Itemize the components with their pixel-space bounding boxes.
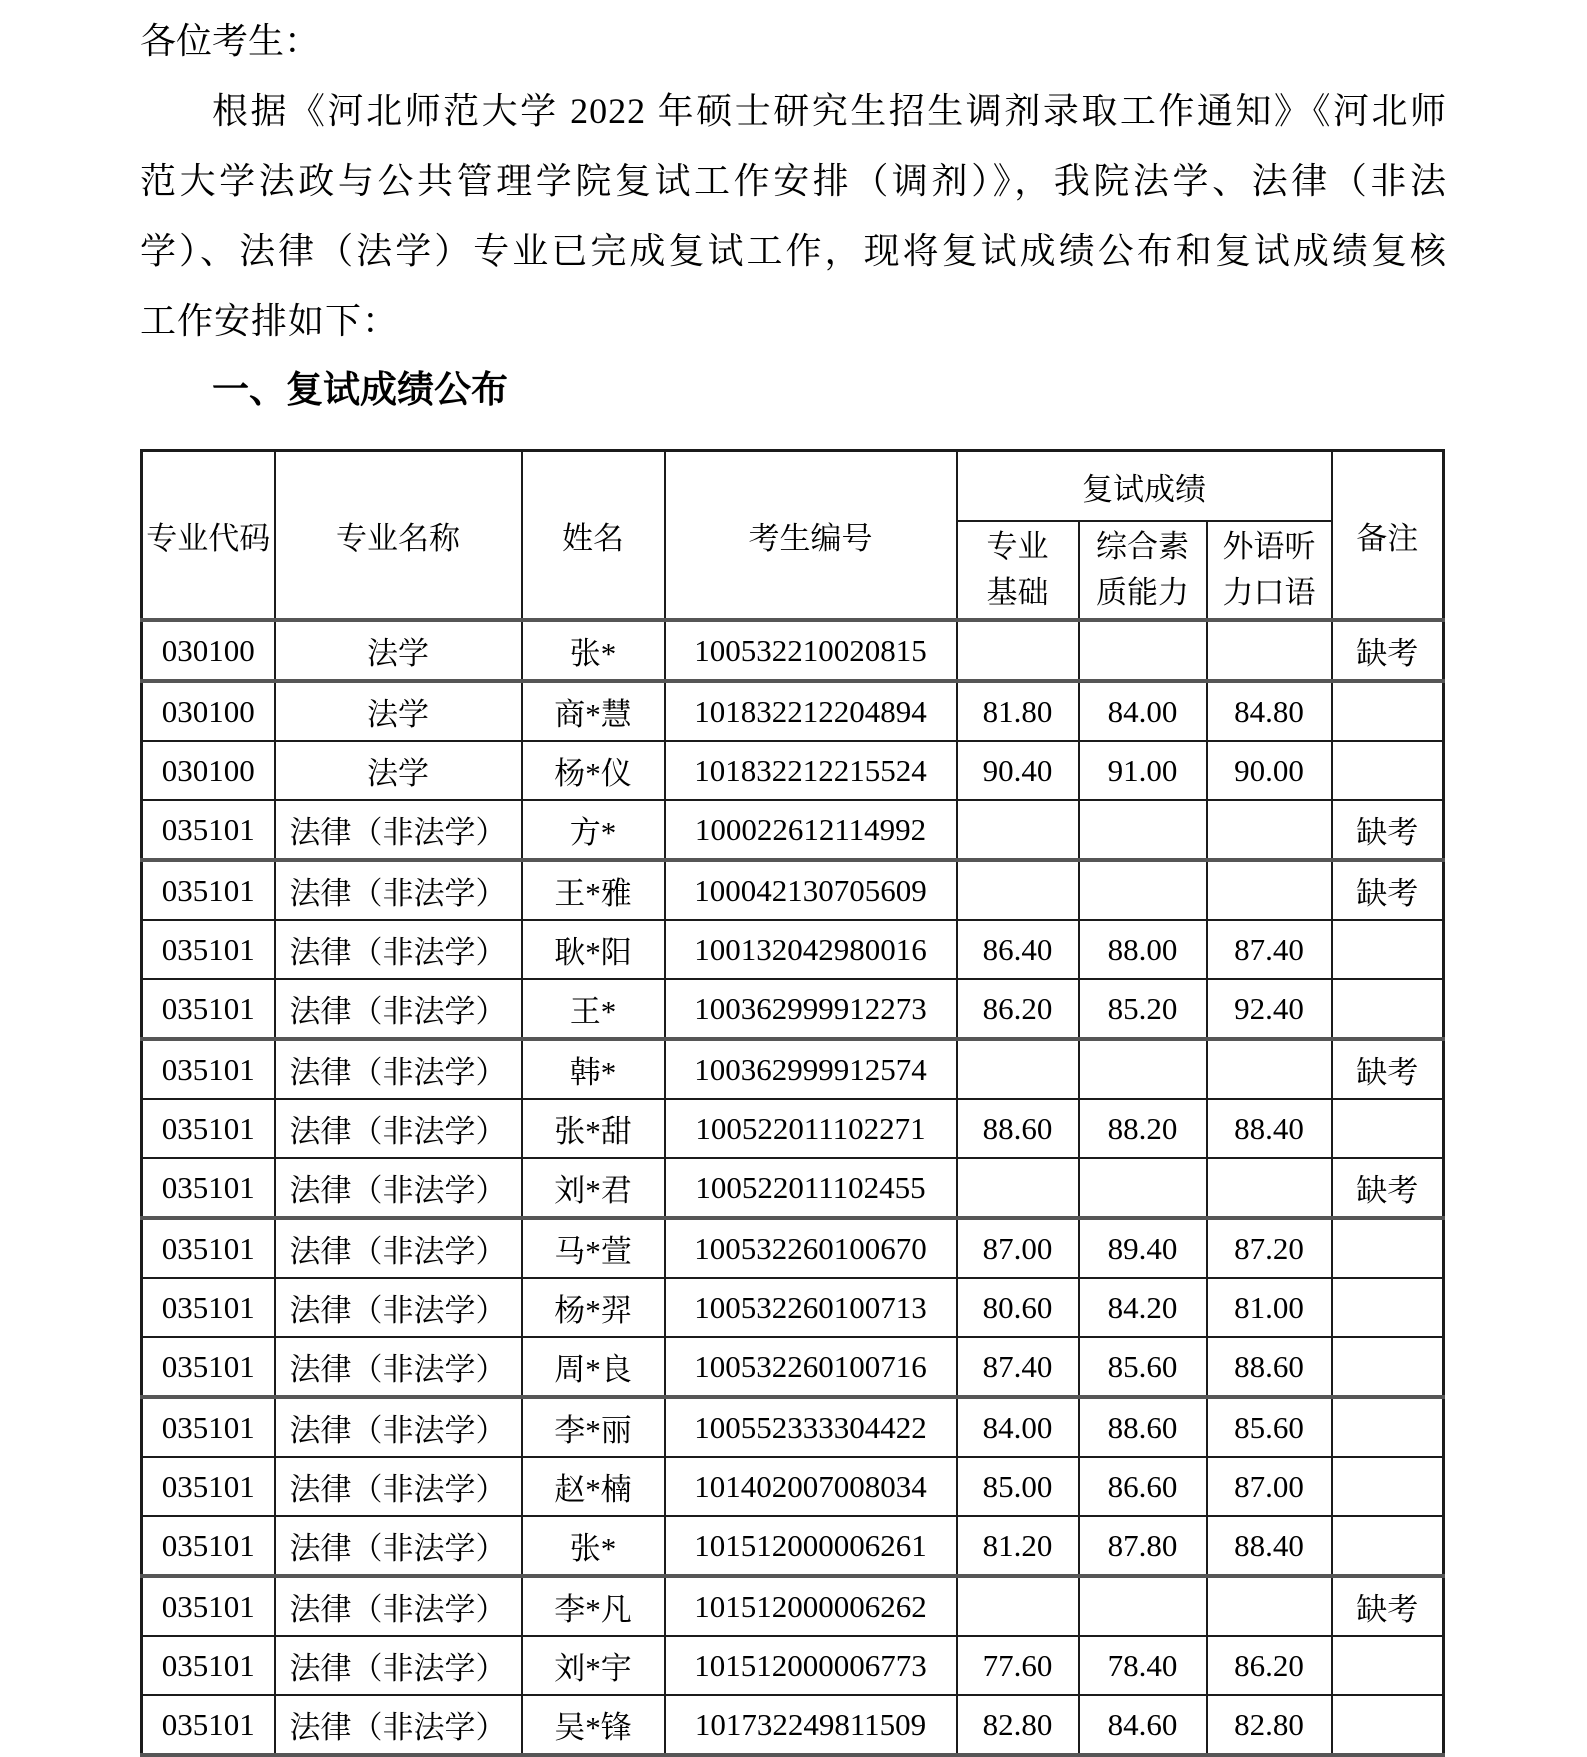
- cell-note: [1332, 1218, 1444, 1278]
- cell-major-name: 法律（非法学）: [275, 979, 522, 1039]
- cell-major-name: 法律（非法学）: [275, 1158, 522, 1218]
- header-major-code: 专业代码: [142, 451, 275, 621]
- header-row-top: [142, 451, 1444, 522]
- cell-score-professional: 77.60: [957, 1636, 1079, 1695]
- table-row: [142, 620, 1444, 681]
- cell-major-name: 法律（非法学）: [275, 1337, 522, 1397]
- cell-score-professional: [957, 1576, 1079, 1636]
- intro-paragraph: [140, 76, 1447, 356]
- cell-candidate-id: 101402007008034: [665, 1457, 957, 1516]
- cell-score-professional: 82.80: [957, 1695, 1079, 1755]
- table-row: [142, 979, 1444, 1039]
- cell-note: [1332, 979, 1444, 1039]
- cell-major-code: 035101: [142, 1278, 275, 1337]
- cell-note: [1332, 1695, 1444, 1755]
- cell-major-name: 法律（非法学）: [275, 800, 522, 860]
- cell-major-code: 035101: [142, 1397, 275, 1457]
- cell-name: 杨*羿: [522, 1278, 665, 1337]
- cell-major-name: 法律（非法学）: [275, 1457, 522, 1516]
- cell-note: [1332, 1636, 1444, 1695]
- cell-name: 李*丽: [522, 1397, 665, 1457]
- header-name: 姓名: [522, 451, 665, 621]
- cell-major-name: 法律（非法学）: [275, 1516, 522, 1576]
- table-row: [142, 1576, 1444, 1636]
- cell-major-code: 035101: [142, 1457, 275, 1516]
- cell-score-quality: [1079, 800, 1207, 860]
- cell-candidate-id: 101512000006262: [665, 1576, 957, 1636]
- cell-score-foreign: [1207, 1576, 1332, 1636]
- cell-note: 缺考: [1332, 1039, 1444, 1099]
- cell-candidate-id: 100362999912273: [665, 979, 957, 1039]
- header-note: 备注: [1332, 451, 1444, 621]
- cell-score-professional: [957, 620, 1079, 681]
- cell-name: 李*凡: [522, 1576, 665, 1636]
- cell-note: 缺考: [1332, 1158, 1444, 1218]
- cell-score-foreign: [1207, 1039, 1332, 1099]
- cell-major-name: 法律（非法学）: [275, 1636, 522, 1695]
- section-heading: 一、复试成绩公布: [212, 370, 508, 411]
- cell-name: 马*萱: [522, 1218, 665, 1278]
- cell-score-quality: 88.20: [1079, 1099, 1207, 1158]
- table-row: [142, 800, 1444, 860]
- cell-score-foreign: 86.20: [1207, 1636, 1332, 1695]
- header-score-foreign-line2: 力口语: [1222, 575, 1316, 610]
- results-table-body: [142, 620, 1444, 1755]
- cell-candidate-id: 100532210020815: [665, 620, 957, 681]
- cell-major-name: 法律（非法学）: [275, 1039, 522, 1099]
- cell-major-name: 法律（非法学）: [275, 1576, 522, 1636]
- cell-major-code: 030100: [142, 741, 275, 800]
- cell-candidate-id: 100522011102455: [665, 1158, 957, 1218]
- cell-score-quality: [1079, 1158, 1207, 1218]
- table-row: [142, 1397, 1444, 1457]
- header-score-quality-line1: 综合素: [1096, 529, 1189, 564]
- cell-note: [1332, 681, 1444, 741]
- results-table-header: [142, 451, 1444, 621]
- cell-note: [1332, 1099, 1444, 1158]
- cell-score-professional: 87.40: [957, 1337, 1079, 1397]
- cell-score-foreign: 88.60: [1207, 1337, 1332, 1397]
- table-row: [142, 741, 1444, 800]
- cell-candidate-id: 100132042980016: [665, 920, 957, 979]
- cell-candidate-id: 100532260100670: [665, 1218, 957, 1278]
- cell-note: 缺考: [1332, 620, 1444, 681]
- cell-score-quality: 87.80: [1079, 1516, 1207, 1576]
- cell-major-code: 035101: [142, 1218, 275, 1278]
- cell-score-quality: 89.40: [1079, 1218, 1207, 1278]
- cell-score-professional: 88.60: [957, 1099, 1079, 1158]
- cell-score-foreign: 88.40: [1207, 1516, 1332, 1576]
- salutation: 各位考生：: [140, 21, 321, 61]
- table-row: [142, 1099, 1444, 1158]
- cell-name: 王*: [522, 979, 665, 1039]
- cell-score-quality: 85.60: [1079, 1337, 1207, 1397]
- cell-score-professional: 87.00: [957, 1218, 1079, 1278]
- cell-score-quality: [1079, 620, 1207, 681]
- header-score-professional-line1: 专业: [986, 529, 1049, 564]
- cell-name: 刘*君: [522, 1158, 665, 1218]
- cell-score-foreign: [1207, 860, 1332, 920]
- cell-candidate-id: 101732249811509: [665, 1695, 957, 1755]
- header-score-quality-line2: 质能力: [1096, 575, 1189, 610]
- cell-score-foreign: 82.80: [1207, 1695, 1332, 1755]
- cell-score-professional: 86.20: [957, 979, 1079, 1039]
- cell-major-code: 035101: [142, 1636, 275, 1695]
- cell-name: 王*雅: [522, 860, 665, 920]
- cell-note: [1332, 920, 1444, 979]
- cell-candidate-id: 100362999912574: [665, 1039, 957, 1099]
- cell-candidate-id: 101512000006773: [665, 1636, 957, 1695]
- cell-score-professional: 80.60: [957, 1278, 1079, 1337]
- cell-note: [1332, 1457, 1444, 1516]
- cell-name: 吴*锋: [522, 1695, 665, 1755]
- cell-score-professional: 86.40: [957, 920, 1079, 979]
- cell-score-foreign: 87.40: [1207, 920, 1332, 979]
- cell-name: 商*慧: [522, 681, 665, 741]
- cell-score-professional: [957, 860, 1079, 920]
- cell-candidate-id: 100552333304422: [665, 1397, 957, 1457]
- table-row: [142, 1516, 1444, 1576]
- cell-score-quality: 78.40: [1079, 1636, 1207, 1695]
- cell-candidate-id: 101512000006261: [665, 1516, 957, 1576]
- cell-score-quality: [1079, 860, 1207, 920]
- cell-name: 方*: [522, 800, 665, 860]
- cell-name: 耿*阳: [522, 920, 665, 979]
- cell-major-name: 法律（非法学）: [275, 1099, 522, 1158]
- cell-score-foreign: [1207, 1158, 1332, 1218]
- cell-score-quality: 88.60: [1079, 1397, 1207, 1457]
- cell-candidate-id: 100042130705609: [665, 860, 957, 920]
- cell-major-code: 035101: [142, 1695, 275, 1755]
- cell-note: [1332, 1278, 1444, 1337]
- cell-score-foreign: [1207, 620, 1332, 681]
- header-candidate-id: 考生编号: [665, 451, 957, 621]
- header-score-professional-line2: 基础: [986, 575, 1049, 610]
- cell-score-professional: 85.00: [957, 1457, 1079, 1516]
- cell-candidate-id: 100532260100713: [665, 1278, 957, 1337]
- table-row: [142, 1039, 1444, 1099]
- cell-score-quality: 84.00: [1079, 681, 1207, 741]
- table-row: [142, 681, 1444, 741]
- table-row: [142, 1337, 1444, 1397]
- cell-score-foreign: 90.00: [1207, 741, 1332, 800]
- cell-name: 张*: [522, 620, 665, 681]
- cell-candidate-id: 100532260100716: [665, 1337, 957, 1397]
- cell-major-name: 法律（非法学）: [275, 1218, 522, 1278]
- table-row: [142, 1218, 1444, 1278]
- cell-score-quality: [1079, 1576, 1207, 1636]
- table-row: [142, 1278, 1444, 1337]
- cell-major-code: 035101: [142, 800, 275, 860]
- cell-major-code: 035101: [142, 860, 275, 920]
- cell-score-quality: 84.20: [1079, 1278, 1207, 1337]
- cell-major-name: 法律（非法学）: [275, 1695, 522, 1755]
- cell-major-code: 035101: [142, 1516, 275, 1576]
- header-score-quality: [1079, 521, 1207, 620]
- cell-major-code: 035101: [142, 920, 275, 979]
- cell-major-code: 035101: [142, 1337, 275, 1397]
- paragraph-line: 根据《河北师范大学 2022 年硕士研究生招生调剂录取工作通知》《河北师: [212, 91, 1447, 131]
- cell-note: 缺考: [1332, 1576, 1444, 1636]
- cell-score-professional: 84.00: [957, 1397, 1079, 1457]
- paragraph-line: 范大学法政与公共管理学院复试工作安排（调剂）》，我院法学、法律（非法: [140, 161, 1447, 201]
- cell-major-code: 035101: [142, 979, 275, 1039]
- table-row: [142, 1695, 1444, 1755]
- cell-score-foreign: 84.80: [1207, 681, 1332, 741]
- table-row: [142, 1636, 1444, 1695]
- cell-score-foreign: 88.40: [1207, 1099, 1332, 1158]
- cell-score-foreign: 87.20: [1207, 1218, 1332, 1278]
- cell-note: [1332, 741, 1444, 800]
- cell-candidate-id: 101832212204894: [665, 681, 957, 741]
- cell-score-foreign: 87.00: [1207, 1457, 1332, 1516]
- cell-score-foreign: [1207, 800, 1332, 860]
- cell-major-name: 法学: [275, 741, 522, 800]
- cell-major-name: 法律（非法学）: [275, 1278, 522, 1337]
- cell-major-name: 法律（非法学）: [275, 920, 522, 979]
- cell-name: 周*良: [522, 1337, 665, 1397]
- cell-major-name: 法律（非法学）: [275, 860, 522, 920]
- cell-major-code: 035101: [142, 1576, 275, 1636]
- header-major-name: 专业名称: [275, 451, 522, 621]
- results-table: [140, 449, 1445, 1757]
- cell-score-professional: 81.20: [957, 1516, 1079, 1576]
- cell-note: 缺考: [1332, 800, 1444, 860]
- cell-major-code: 035101: [142, 1099, 275, 1158]
- cell-note: [1332, 1337, 1444, 1397]
- cell-major-name: 法学: [275, 620, 522, 681]
- cell-score-foreign: 92.40: [1207, 979, 1332, 1039]
- cell-candidate-id: 100522011102271: [665, 1099, 957, 1158]
- cell-score-professional: 90.40: [957, 741, 1079, 800]
- cell-major-code: 035101: [142, 1158, 275, 1218]
- cell-note: [1332, 1516, 1444, 1576]
- cell-name: 杨*仪: [522, 741, 665, 800]
- cell-score-quality: 86.60: [1079, 1457, 1207, 1516]
- table-row: [142, 1158, 1444, 1218]
- header-score-foreign: [1207, 521, 1332, 620]
- header-score-foreign-line1: 外语听: [1222, 529, 1316, 564]
- cell-candidate-id: 101832212215524: [665, 741, 957, 800]
- paragraph-line: 工作安排如下：: [140, 301, 400, 341]
- cell-score-quality: 88.00: [1079, 920, 1207, 979]
- cell-score-professional: [957, 1158, 1079, 1218]
- cell-major-code: 030100: [142, 681, 275, 741]
- table-row: [142, 920, 1444, 979]
- cell-score-quality: 91.00: [1079, 741, 1207, 800]
- cell-score-professional: [957, 800, 1079, 860]
- table-row: [142, 860, 1444, 920]
- cell-score-foreign: 85.60: [1207, 1397, 1332, 1457]
- cell-score-professional: 81.80: [957, 681, 1079, 741]
- cell-name: 赵*楠: [522, 1457, 665, 1516]
- cell-name: 张*: [522, 1516, 665, 1576]
- cell-score-quality: 84.60: [1079, 1695, 1207, 1755]
- cell-name: 张*甜: [522, 1099, 665, 1158]
- cell-name: 韩*: [522, 1039, 665, 1099]
- cell-major-code: 035101: [142, 1039, 275, 1099]
- cell-candidate-id: 100022612114992: [665, 800, 957, 860]
- cell-name: 刘*宇: [522, 1636, 665, 1695]
- cell-score-quality: 85.20: [1079, 979, 1207, 1039]
- cell-score-professional: [957, 1039, 1079, 1099]
- cell-note: 缺考: [1332, 860, 1444, 920]
- table-row: [142, 1457, 1444, 1516]
- cell-score-foreign: 81.00: [1207, 1278, 1332, 1337]
- cell-major-name: 法律（非法学）: [275, 1397, 522, 1457]
- cell-score-quality: [1079, 1039, 1207, 1099]
- paragraph-line: 学）、法律（法学）专业已完成复试工作，现将复试成绩公布和复试成绩复核: [140, 231, 1447, 271]
- cell-major-name: 法学: [275, 681, 522, 741]
- cell-note: [1332, 1397, 1444, 1457]
- header-score-group: 复试成绩: [957, 451, 1332, 522]
- cell-major-code: 030100: [142, 620, 275, 681]
- header-score-professional: [957, 521, 1079, 620]
